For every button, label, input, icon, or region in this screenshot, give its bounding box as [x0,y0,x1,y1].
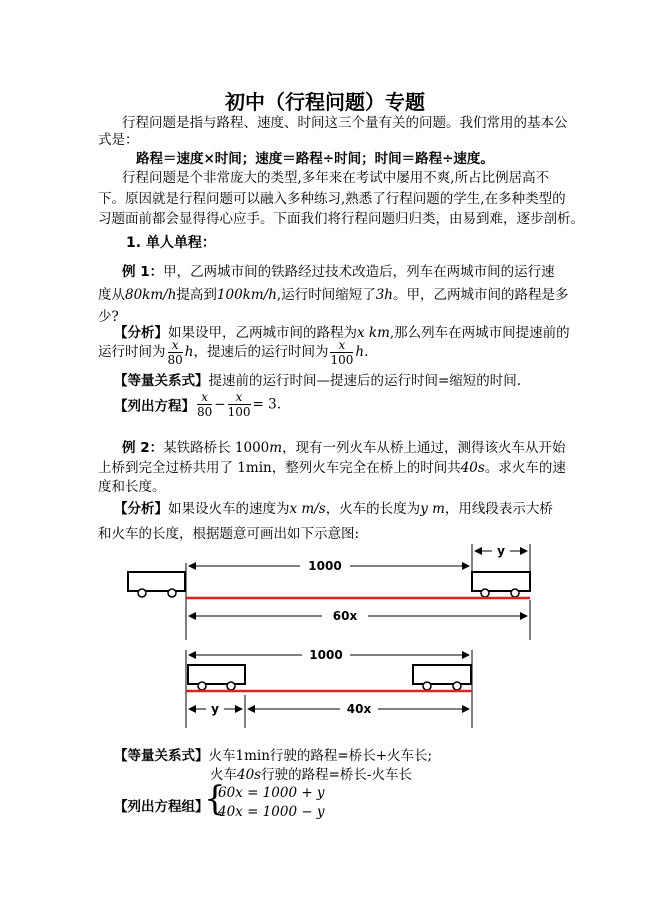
system-brace: { [204,779,226,819]
analysis-2-line-1 [114,497,553,517]
text: 行驶的路程=桥长+火车长; [269,748,433,764]
equation-fraction-1 [197,390,212,419]
basic-formula: 路程＝速度×时间；速度＝路程÷时间；时间＝路程÷速度。 [136,151,494,167]
wheel [453,682,461,690]
unit: m [269,440,283,456]
time-on-bridge: 40s [460,460,485,476]
wheel [168,589,176,597]
unit: h [184,344,194,360]
train-on-bridge-start [188,665,245,684]
denominator: 100 [330,353,354,367]
speed-after: 100km/h [216,287,277,303]
text: ，现有一列火车从桥上通过，测得该火车从开始 [282,440,566,456]
equation-system-eq-1: 60x = 1000 + y [218,785,325,801]
example-2-line-3: 度和长度。 [98,479,166,495]
example-1-line-2 [98,283,569,303]
text: ，用线段表示大桥 [444,501,553,517]
example-2-label: 例 2： [122,440,164,456]
numerator: x [197,390,212,405]
section-heading: 1. 单人单程： [126,235,216,251]
intro-line-1: 行程问题是指与路程、速度、时间这三个量有关的问题。我们常用的基本公 [122,115,568,131]
denominator: 100 [227,405,251,419]
equation-label: 【列出方程】 [114,398,195,415]
text: ，提速后的运行时间为 [193,344,329,360]
text: ，整列火车完全在桥上的时间共 [271,460,461,476]
text: . [276,396,281,413]
fraction-x-over-80 [168,338,183,367]
label-1000-top: 1000 [308,559,342,573]
label-60x: 60x [332,609,358,623]
relation-label: 【等量关系式】 [114,373,209,389]
text: 40s [237,767,262,783]
wheel [481,589,489,597]
wheel [423,682,431,690]
equation-rhs: = 3 [252,396,277,413]
text: ,那么列车在两城市间提速前的 [389,325,570,341]
relation-label: 【等量关系式】 [114,748,209,764]
wheel [227,682,235,690]
example-2-line-2 [98,456,566,476]
variable-distance: x km [357,325,390,341]
text: 火车 [210,767,237,783]
minus-sign: − [214,396,226,413]
equation-system-eq-2: 40x = 1000 − y [218,804,325,820]
text: 火车 [208,748,236,764]
analysis-2-line-2: 和火车的长度，根据题意可画出如下示意图: [98,526,360,542]
time-shortened: 3h [375,287,393,303]
label-1000-bottom: 1000 [309,648,343,662]
equation-1 [114,390,281,419]
text: 提高到 [176,287,217,303]
text: 1min [235,748,270,764]
text: 。甲，乙两城市间的路程是多 [393,287,569,303]
analysis-1-line-2 [98,338,368,367]
intro-para-line-2: 下。原因就是行程问题可以融入多种练习,熟悉了行程问题的学生,在多种类型的 [98,191,566,207]
wheel [138,589,146,597]
intro-para-line-3: 习题面前都会显得得心应手。下面我们将行程问题归归类，由易到难，逐步剖析。 [98,211,584,227]
label-y-bottom: y [211,702,219,716]
fraction-x-over-100 [330,338,353,367]
text: 如果设甲，乙两城市间的路程为 [168,325,357,341]
denominator: 80 [167,353,183,367]
example-1-line-3: 少? [98,309,119,325]
text: 提速前的运行时间—提速后的运行时间=缩短的时间. [208,373,522,389]
text: 。求火车的速 [484,460,566,476]
unit: min [245,460,272,476]
equation-system-label: 【列出方程组】 [114,799,209,815]
speed-before: 80km/h [125,287,177,303]
text: 某铁路桥长 1000 [163,440,270,456]
example-1-text: 甲，乙两城市间的铁路经过技术改造后，列车在两城市间的运行速 [163,264,555,280]
wheel [511,589,519,597]
numerator: x [228,390,251,405]
text: ，火车的长度为 [325,501,421,517]
wheel [198,682,206,690]
denominator: 80 [197,405,213,419]
page-title: 初中（行程问题）专题 [225,90,425,114]
numerator: x [168,338,183,353]
example-1-label: 例 1： [122,264,164,280]
label-y-top: y [497,544,505,558]
bridge-diagram [0,536,650,736]
relation-2-line-2 [210,763,412,783]
analysis-label: 【分析】 [114,501,168,517]
train-on-bridge-end [413,665,471,684]
equation-fraction-2 [228,390,251,419]
intro-para-line-1: 行程问题是个非常庞大的类型,多年来在考试中屡用不爽,所占比例居高不 [122,170,550,186]
numerator: x [330,338,353,353]
example-2-line-1 [122,436,566,456]
variable-speed: x m/s [289,501,326,517]
text: 行驶的路程=桥长-火车长 [261,767,412,783]
text: 上桥到完全过桥共用了 1 [98,460,246,476]
train-end [472,572,530,591]
text: ,运行时间缩短了 [276,287,376,303]
example-1-line-1 [122,260,555,280]
analysis-label: 【分析】 [114,325,168,341]
label-40x: 40x [346,702,372,716]
relation-2-line-1 [114,744,432,764]
variable-length: y m [420,501,445,517]
train-start [128,572,185,591]
text: 如果设火车的速度为 [168,501,290,517]
text: 运行时间为 [98,344,166,360]
intro-line-2: 式是： [98,132,139,148]
text: 度从 [98,287,125,303]
unit: h [355,344,365,360]
text: . [364,344,369,360]
relation-1 [114,369,521,389]
